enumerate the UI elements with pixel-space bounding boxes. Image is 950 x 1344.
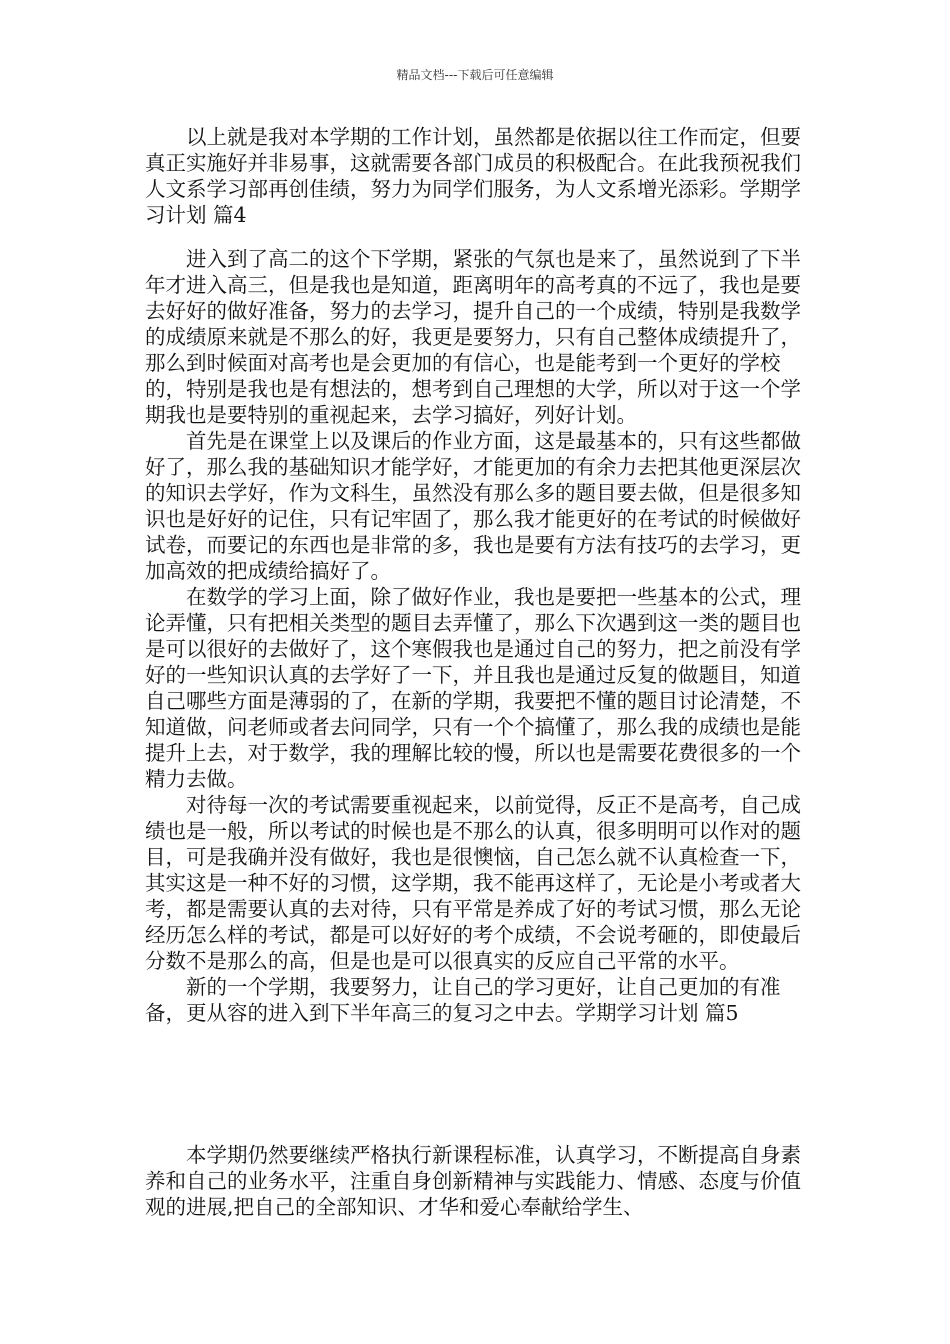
text-block-1 bbox=[145, 124, 805, 228]
paragraph-1: 以上就是我对本学期的工作计划，虽然都是依据以往工作而定，但要真正实施好并非易事，这就需要各部门成员的积极配合。在此我预祝我们人文系学习部再创佳绩，努力为同学们服务，为人文系增光添彩。学期学习计划 篇4 bbox=[145, 125, 801, 227]
paragraph-6: 新的一个学期，我要努力，让自己的学习更好，让自己更加的有准备，更从容的进入到下半年高三的复习之中去。学期学习计划 篇5 bbox=[145, 975, 781, 1025]
paragraph-3: 首先是在课堂上以及课后的作业方面，这是最基本的，只有这些都做好了，那么我的基础知识才能学好，才能更加的有余力去把其他更深层次的知识去学好，作为文科生，虽然没有那么多的题目要去做，但是很多知识也是好好的记住，只有记牢固了，那么我才能更好的在考试的时候做好试卷，而要记的东西也是非常的多，我也是要有方法有技巧的去学习，更加高效的把成绩给搞好了。 bbox=[145, 429, 801, 583]
paragraph-2: 进入到了高二的这个下学期，紧张的气氛也是来了，虽然说到了下半年才进入高三，但是我也是知道，距离明年的高考真的不远了，我也是要去好好的做好准备，努力的去学习，提升自己的一个成绩，特别是我数学的成绩原来就是不那么的好，我更是要努力，只有自己整体成绩提升了，那么到时候面对高考也是会更加的有信心，也是能考到一个更好的学校的，特别是我也是有想法的，想考到自己理想的大学，所以对于这一个学期我也是要特别的重视起来，去学习搞好，列好计划。 bbox=[145, 247, 801, 427]
page-header: 精品文档---下载后可任意编辑 bbox=[396, 68, 554, 82]
text-block-2 bbox=[145, 246, 805, 1026]
text-block-3 bbox=[145, 1142, 805, 1220]
paragraph-5: 对待每一次的考试需要重视起来，以前觉得，反正不是高考，自己成绩也是一般，所以考试的时候也是不那么的认真，很多明明可以作对的题目，可是我确并没有做好，我也是很懊恼，自己怎么就不认真检查一下，其实这是一种不好的习惯，这学期，我不能再这样了，无论是小考或者大考，都是需要认真的去对待，只有平常是养成了好的考试习惯，那么无论经历怎么样的考试，都是可以好好的考个成绩，不会说考砸的，即使最后分数不是那么的高，但是也是可以很真实的反应自己平常的水平。 bbox=[145, 793, 801, 973]
paragraph-4: 在数学的学习上面，除了做好作业，我也是要把一些基本的公式，理论弄懂，只有把相关类型的题目去弄懂了，那么下次遇到这一类的题目也是可以很好的去做好了，这个寒假我也是通过自己的努力，把之前没有学好的一些知识认真的去学好了一下，并且我也是通过反复的做题目，知道自己哪些方面是薄弱的了，在新的学期，我要把不懂的题目讨论清楚，不知道做，问老师或者去问同学，只有一个个搞懂了，那么我的成绩也是能提升上去，对于数学，我的理解比较的慢，所以也是需要花费很多的一个精力去做。 bbox=[145, 585, 801, 791]
paragraph-7: 本学期仍然要继续严格执行新课程标准，认真学习，不断提高自身素养和自己的业务水平，注重自身创新精神与实践能力、情感、态度与价值观的进展,把自己的全部知识、才华和爱心奉献给学生、 bbox=[145, 1143, 801, 1219]
